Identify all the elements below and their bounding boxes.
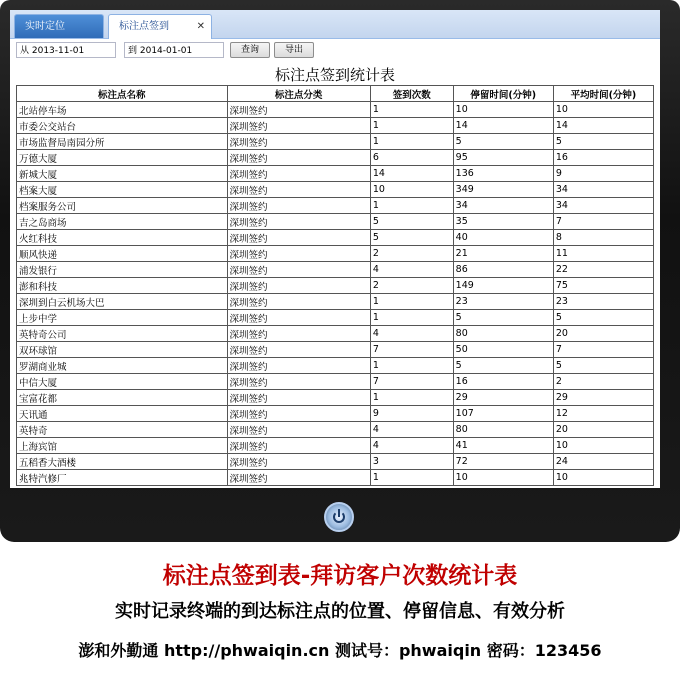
table-cell: 10 [553,470,653,486]
column-header: 标注点分类 [227,86,370,102]
table-cell: 16 [553,150,653,166]
table-row [17,326,654,342]
table-cell: 深圳签约 [227,278,370,294]
table-row [17,390,654,406]
table-cell: 86 [453,262,553,278]
table-row [17,182,654,198]
promo-subline: 实时记录终端的到达标注点的位置、停留信息、有效分析 [115,601,565,622]
table-cell: 20 [553,326,653,342]
table-cell: 10 [453,470,553,486]
table-cell: 14 [453,118,553,134]
table-cell: 4 [370,326,453,342]
table-cell: 1 [370,198,453,214]
table-cell: 5 [453,134,553,150]
table-cell: 1 [370,102,453,118]
table-cell: 35 [453,214,553,230]
table-cell: 1 [370,310,453,326]
app-screen [10,10,660,488]
table-cell: 29 [453,390,553,406]
table-cell: 深圳签约 [227,342,370,358]
table-cell: 7 [370,374,453,390]
table-cell: 14 [370,166,453,182]
table-cell: 72 [453,454,553,470]
table-cell: 深圳签约 [227,294,370,310]
table-cell: 浦发银行 [17,262,228,278]
table-cell: 9 [370,406,453,422]
table-cell: 10 [553,438,653,454]
table-cell: 14 [553,118,653,134]
table-cell: 上步中学 [17,310,228,326]
close-icon[interactable]: ✕ [196,21,205,32]
table-cell: 95 [453,150,553,166]
table-cell: 深圳签约 [227,198,370,214]
tab-realtime-location[interactable]: 实时定位 [14,14,104,38]
table-cell: 7 [370,342,453,358]
table-cell: 深圳签约 [227,438,370,454]
table-cell: 1 [370,294,453,310]
table-cell: 50 [453,342,553,358]
table-cell: 深圳签约 [227,246,370,262]
table-cell: 深圳签约 [227,182,370,198]
table-cell: 8 [553,230,653,246]
table-cell: 深圳签约 [227,406,370,422]
table-cell: 五稻香大酒楼 [17,454,228,470]
table-cell: 40 [453,230,553,246]
table-row [17,262,654,278]
export-button[interactable]: 导出 [274,42,314,58]
table-cell: 澎和科技 [17,278,228,294]
query-button[interactable]: 查询 [230,42,270,58]
table-cell: 深圳签约 [227,166,370,182]
table-cell: 英特奇公司 [17,326,228,342]
table-cell: 档案大厦 [17,182,228,198]
table-cell: 80 [453,326,553,342]
table-cell: 2 [370,278,453,294]
table-cell: 7 [553,342,653,358]
table-row [17,246,654,262]
table-row [17,198,654,214]
table-cell: 北站停车场 [17,102,228,118]
table-row [17,230,654,246]
column-header: 平均时间(分钟) [553,86,653,102]
table-row [17,150,654,166]
table-cell: 深圳签约 [227,262,370,278]
table-cell: 深圳签约 [227,390,370,406]
table-cell: 5 [453,310,553,326]
table-cell: 深圳签约 [227,454,370,470]
table-cell: 深圳签约 [227,134,370,150]
table-cell: 上海宾馆 [17,438,228,454]
table-cell: 11 [553,246,653,262]
table-row [17,358,654,374]
column-header: 标注点名称 [17,86,228,102]
table-cell: 深圳签约 [227,326,370,342]
table-cell: 深圳签约 [227,310,370,326]
table-cell: 349 [453,182,553,198]
table-cell: 10 [370,182,453,198]
table-row [17,102,654,118]
table-cell: 10 [453,102,553,118]
table-cell: 宝富花都 [17,390,228,406]
column-header: 停留时间(分钟) [453,86,553,102]
table-cell: 英特奇 [17,422,228,438]
table-row [17,278,654,294]
table-cell: 新城大厦 [17,166,228,182]
table-cell: 5 [453,358,553,374]
table-cell: 5 [553,358,653,374]
table-row [17,166,654,182]
table-cell: 136 [453,166,553,182]
table-cell: 34 [553,182,653,198]
tab-checkin-label: 标注点签到 [119,21,169,32]
table-cell: 罗湖商业城 [17,358,228,374]
table-cell: 16 [453,374,553,390]
table-row [17,134,654,150]
table-cell: 29 [553,390,653,406]
end-date-field[interactable]: 到 2014-01-01 [124,42,224,58]
column-header: 签到次数 [370,86,453,102]
table-cell: 中信大厦 [17,374,228,390]
table-row [17,374,654,390]
table-cell: 顺风快递 [17,246,228,262]
table-row [17,454,654,470]
table-cell: 万德大厦 [17,150,228,166]
table-cell: 1 [370,358,453,374]
table-cell: 5 [553,134,653,150]
toolbar [10,39,660,62]
table-cell: 1 [370,390,453,406]
table-cell: 12 [553,406,653,422]
table-row [17,214,654,230]
promo-headline: 标注点签到表-拜访客户次数统计表 [162,563,518,589]
table-cell: 深圳签约 [227,230,370,246]
table-cell: 吉之岛商场 [17,214,228,230]
table-row [17,406,654,422]
table-cell: 双环球馆 [17,342,228,358]
table-cell: 34 [453,198,553,214]
table-cell: 3 [370,454,453,470]
table-cell: 20 [553,422,653,438]
table-cell: 深圳签约 [227,102,370,118]
table-cell: 23 [453,294,553,310]
table-cell: 2 [370,246,453,262]
table-cell: 深圳签约 [227,358,370,374]
table-cell: 75 [553,278,653,294]
table-cell: 5 [370,214,453,230]
power-icon [324,502,354,532]
table-row [17,310,654,326]
table-cell: 21 [453,246,553,262]
tab-bar [10,10,660,39]
table-cell: 1 [370,118,453,134]
table-header-row [17,86,654,102]
table-cell: 1 [370,470,453,486]
table-cell: 天讯通 [17,406,228,422]
table-cell: 深圳签约 [227,214,370,230]
table-cell: 5 [553,310,653,326]
table-cell: 1 [370,134,453,150]
table-cell: 41 [453,438,553,454]
table-cell: 深圳签约 [227,470,370,486]
table-cell: 2 [553,374,653,390]
table-cell: 5 [370,230,453,246]
promo-footer [0,542,680,675]
table-cell: 市场监督局南园分所 [17,134,228,150]
table-row [17,118,654,134]
table-cell: 深圳到白云机场大巴 [17,294,228,310]
table-cell: 10 [553,102,653,118]
table-cell: 7 [553,214,653,230]
table-cell: 4 [370,262,453,278]
table-cell: 149 [453,278,553,294]
table-cell: 档案服务公司 [17,198,228,214]
table-cell: 深圳签约 [227,150,370,166]
table-cell: 22 [553,262,653,278]
promo-contact: 澎和外勤通 http://phwaiqin.cn 测试号：phwaiqin 密码：123456 [78,641,602,660]
tab-checkin[interactable] [108,14,212,39]
table-cell: 4 [370,422,453,438]
table-row [17,438,654,454]
table-row [17,470,654,486]
table-cell: 深圳签约 [227,118,370,134]
report-table [16,85,654,486]
table-cell: 9 [553,166,653,182]
table-cell: 24 [553,454,653,470]
table-cell: 市委公交站台 [17,118,228,134]
report-title: 标注点签到统计表 [274,66,395,84]
table-row [17,342,654,358]
table-cell: 6 [370,150,453,166]
table-row [17,294,654,310]
table-cell: 107 [453,406,553,422]
table-cell: 火红科技 [17,230,228,246]
table-cell: 深圳签约 [227,374,370,390]
table-cell: 80 [453,422,553,438]
table-cell: 4 [370,438,453,454]
start-date-field[interactable]: 从 2013-11-01 [16,42,116,58]
table-cell: 23 [553,294,653,310]
table-row [17,422,654,438]
table-cell: 34 [553,198,653,214]
table-cell: 兆特汽修厂 [17,470,228,486]
table-cell: 深圳签约 [227,422,370,438]
